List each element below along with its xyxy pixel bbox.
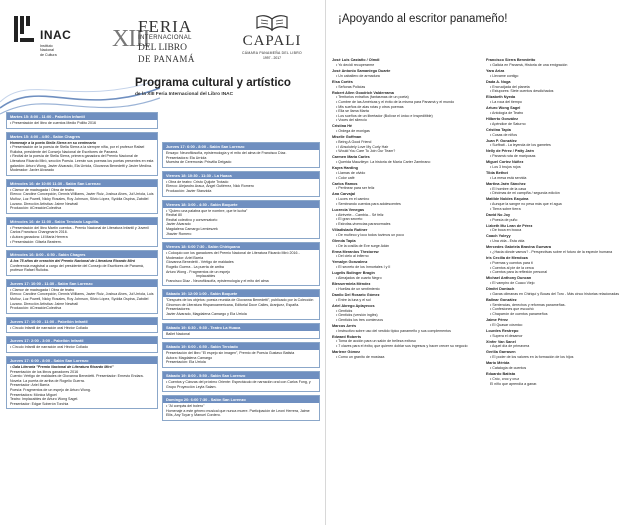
book-title: • Décimas de mi campiña / segunda edición: [490, 191, 560, 196]
author-entry: [332, 239, 482, 248]
event-card: [162, 323, 320, 340]
author-entry: [332, 271, 482, 280]
book-title: • El poder de los valores en la formación de los hijos: [490, 355, 574, 360]
author-entry: [332, 282, 482, 291]
author-entry: [486, 256, 636, 275]
author-entry: [486, 361, 636, 370]
author-name: Edward Roberts: [332, 334, 362, 339]
author-name: Jaime Pérez: [486, 317, 508, 322]
author-name: Kayra Harding: [332, 166, 358, 171]
capali-years: 1997 - 2017: [262, 55, 282, 60]
capali-name: CAPALI: [242, 33, 302, 49]
author-entry: [332, 250, 482, 259]
book-title: • Poesía de puño: [490, 217, 518, 222]
book-title: • De muñeco y loco todos tuvimos un poco: [336, 232, 404, 237]
event-body: • Obra de teatro: Cristo Quijote Trotado Elenco: Alejandro Arauz, Ángel Gutiérrez, Nick Romero Producción: Javier Stanziola: [166, 179, 254, 193]
book-title: • Color café: [336, 175, 355, 180]
author-entry: [486, 372, 636, 386]
book-title: • Llamas de olvido: [336, 170, 366, 175]
logo-strip: [8, 6, 318, 70]
event-body: "Después de los objetos: poesía reunida de Giovanna Benedetti", publicado por la Colección Ginomon de Literatura Hispanoamericana, Editorial Doce Calles, Aranjuez, España. Presentadores: Javier Alvarado, Magdalena Camargo y Ela Urriola: [166, 298, 314, 317]
author-name: Lugelis Bolinger Bragin: [332, 271, 375, 276]
author-name: Ballnar González: [486, 297, 517, 302]
author-entry: [486, 171, 636, 180]
event-card: [6, 356, 158, 409]
event-header: Jueves 17: 10:00 - 11:00 - Pabellón Infantil: [7, 318, 157, 325]
inac-mark-icon: [14, 16, 38, 42]
book-title: • Luces en el camino: [336, 197, 370, 202]
page-subtitle: de la XIII Feria Internacional del Libro INAC: [135, 91, 234, 97]
book-title: • Chaparrón de cuentos panameños: [490, 311, 548, 316]
book-title: • Aunque la sangre no pesa más que el agua: [490, 202, 562, 207]
author-name: Gerilla Garrasen: [486, 350, 516, 355]
author-name: Iris Cecilia de Mendoza: [486, 256, 528, 261]
author-entry: [486, 350, 636, 359]
event-body: A los 75 años de creación del Premio Nacional de Literatura Ricardo Miró Conferencia magistral a cargo del presidente del Consejo de Escritores de Panamá, profesor Rafael Ruiloba.: [10, 259, 144, 273]
author-name: Danilo Del Rosario Gómez: [332, 292, 380, 297]
author-entry: [332, 260, 482, 269]
event-body: • Cuentos y Cánzas del próximo Oriente: Espectáculo de narración oral con Carlos Fong, y Grupo Proyección Leyla Salam.: [166, 380, 311, 389]
book-title: • Sentencias, derechos y reformas panameñas.: [490, 302, 566, 307]
author-name: Carlos Ramos: [332, 181, 358, 186]
book-title: • I Absolutely Love My Curly Hair: [336, 144, 389, 149]
feria-logo: [112, 14, 222, 66]
author-name: Ariel Abrego Aplayecos: [332, 303, 375, 308]
book-title: • El secreto de los Inmortales I y II: [336, 265, 391, 270]
book-title: • Genticks (versión inglés): [336, 313, 378, 318]
event-card: [162, 242, 320, 286]
author-entry: [486, 69, 636, 78]
book-title: • Galicia en Panamá, Historia de una emigración: [490, 62, 568, 67]
book-title: • Atrévete... Cambia... Sé feliz: [336, 212, 384, 217]
book-title: • El vampiro de Cuaco Viejo: [490, 281, 535, 286]
event-body: • Círculo Infantil de narración oral Héctor Collado: [10, 345, 88, 350]
author-name: Robert Allen Goodrich Valderrama: [332, 90, 394, 95]
book-title: • Estrofas-vivencias paranormales: [336, 221, 391, 226]
author-entry: [332, 124, 482, 133]
open-book-icon: [255, 14, 289, 32]
book-title: • Yo decidí recuperarme: [336, 62, 375, 67]
author-entry: [486, 329, 636, 338]
author-name: Coach Yoleyy: [486, 234, 511, 239]
book-title: El niño que aprendía a ganar.: [490, 381, 538, 386]
event-body: • Coloquio con los ganadores del Premio Nacional de Literatura Ricardo Miró 2016 - Moderador: Ariel Barría Giovanna Benedetti - Vértigo de maldades Rogelio Guerra - La puerta de arriba Arturo Wong - Fragmentos de un espejo Implacables Francisco Díaz - Neurofilosofía, epistemología y el mito del alma: [166, 251, 300, 283]
event-body: • Gala Literaria "Premio Nacional de Literatura Ricardo Miró" Presentación de los libros ganadores 2016 Cuento: Vértigo de maldades de Giovanna Benedetti. Presentador: Ernesto Endara. Novela: La puerta de arriba de Rogelio Guerra. Presentador: Ariel Barría Poesía: Fragmentos de un espejo de Arturo Wong. Presentadora: Mónica Miguel Teatro: Implacables de Arturo Wong Sagel. Presentador: Edgar Soberón Torchia: [10, 365, 144, 406]
book-title: • Toma de acción para un salón de belleza exitoso: [336, 339, 416, 344]
book-title: • Apéndice de Saturno: [490, 121, 526, 126]
event-body: Ensayo: Neurofilosofía, epistemología y el mito del alma de Francisco Díaz. Presentadora: Ela Urriola Muestra de Ceremonia: Prisvilla Delgado: [166, 151, 287, 165]
author-entry: [332, 166, 482, 180]
capali-logo: [232, 14, 312, 66]
event-header: Martes 15: 4:00 - 4:50 - Salón Chagres: [7, 133, 157, 140]
book-title: • Querida Mauzileyn: La historia de María Carter Zambrano: [336, 160, 431, 165]
author-name: Carmen Maria Carles: [332, 155, 370, 160]
page-title: Programa cultural y artístico: [135, 77, 291, 89]
authors-column-2: [486, 58, 636, 388]
book-title: • Voces del silencio: [336, 118, 367, 123]
author-entry: [486, 117, 636, 126]
author-name: Yara Ariza: [486, 68, 505, 73]
author-entry: [332, 293, 482, 302]
event-header: Sábado 19: 6:00 - 6:50 - Salón Terciado: [163, 343, 319, 350]
event-card: [6, 250, 158, 276]
author-name: Arturo Wong Sagel: [486, 105, 521, 110]
event-body: • Clamor de madrugada / Obra de teatro Elenco: Caroline Concepción, Dennis Williams, Javier Ruiz, Joshua Alves, Jul Urriola, Luis Muñoz, Luz Powell, Nicky Rosales, Roy Johnson, Silvio López, Syddia Ospina, Zabdiel Lozano. Dirección Artística: Jaime Newball Producción: #CreaciónColectiva: [10, 187, 154, 211]
event-header: Sábado 19: 6:30 - 9:30 - Teatro La Huaca: [163, 324, 319, 331]
book-title: • Aquel día de primavera: [490, 344, 530, 349]
author-name: Elizabeth Nyeda: [486, 95, 516, 100]
feria-line-4: DE PANAMÁ: [138, 54, 195, 64]
event-header: Jueves 17: 6:00 - 8:00 - Salón San Lorenzo: [7, 357, 157, 364]
book-title: • El Quasar cósmico: [490, 322, 523, 327]
book-title: • Being A Good Friend: [336, 140, 372, 145]
author-entry: [332, 91, 482, 123]
author-name: Lourdes Restrepo: [486, 328, 519, 333]
book-title: • De la cosilla de Eve surge Adán: [336, 243, 389, 248]
author-name: Xinfer Van Sanel: [486, 339, 516, 344]
event-body: • "Al compás del bolero" Homenaje a este género musical que nunca muere. Participación de Leoni Herrera, Jaime Ellis, Any Toyar y Manuel Cordero.: [166, 404, 310, 418]
event-body: Presentación del libro "El espejo sin imagen", Premio de Poesía Gustavo Batista Autora: Magdalena Camargo Presentación: Ela Urriola: [166, 351, 295, 365]
book-title: • 7 claves para el éxito¡ que quieren doblar sus ingresos y hacer crecer su negocio: [336, 344, 468, 349]
schedule-column-b: [162, 142, 320, 424]
book-title: • Llevame contigo: [490, 73, 519, 78]
book-title: • Huellas de un sentimiento: [336, 286, 380, 291]
author-name: Nelly de Pérez / Patty Jaén: [486, 149, 534, 154]
book-title: • Del cielo al infierno: [336, 254, 369, 259]
author-name: Villadislado Rutiner: [332, 227, 368, 232]
author-entry: [486, 340, 636, 349]
author-name: Dimitri Dontach: [486, 287, 515, 291]
author-entry: [332, 135, 482, 154]
author-name: Tilda Bethot: [486, 171, 508, 176]
event-body: Ballet Nacional: [166, 331, 190, 336]
event-card: [6, 132, 158, 176]
author-name: Michael Anthony Duncan: [486, 276, 532, 281]
book-title: • Instructivo sobre uso del vestido típico panameño y sus complementos: [336, 328, 451, 333]
author-name: David No Joy: [486, 212, 511, 217]
event-header: Jueves 17: 6:00 - 8:00 - Salón San Lorenzo: [163, 143, 319, 150]
author-entry: [486, 58, 636, 67]
book-title: • El gran secreto: [336, 217, 363, 222]
author-name: Mario Mérida: [486, 361, 510, 366]
event-card: [6, 317, 158, 334]
author-name: Juan P. González: [486, 138, 517, 143]
author-name: Francisco Sierra Benedetto: [486, 58, 536, 62]
author-entry: [486, 276, 636, 285]
author-name: Lizbeth Mu Lean de Pérez: [486, 223, 533, 228]
book-title: • La roca del tiempo: [490, 99, 522, 104]
book-title: • Mis sueños de alas rotas y otros poemas: [336, 104, 404, 109]
event-card: [162, 371, 320, 392]
author-name: Ana Carvajal: [332, 192, 356, 197]
author-entry: [486, 139, 636, 148]
event-card: [162, 200, 320, 240]
author-name: Lucrecia Venegas: [332, 207, 365, 212]
authors-title: ¡Apoyando al escritor panameño!: [338, 13, 508, 25]
book-title: • De boca en bocca: [490, 228, 522, 233]
author-name: Marlene Gómez: [332, 350, 361, 355]
book-title: • Sembrando cuentos para adolescentes: [336, 201, 401, 206]
event-body: • Presentación del libro Martín cuentos - Premio Nacional de Literatura Infantil y Juvenil Carlos Francisco Changmarín 2016. • Autora ganadora: Lil Maria Herrera • Presentación: Gilsela Beatrem.: [10, 225, 149, 244]
author-name: Miselle Goffman: [332, 135, 362, 140]
inac-logo: [14, 16, 74, 64]
feria-line-2: INTERNACIONAL: [138, 35, 192, 41]
author-name: Glenda Tapia: [332, 238, 356, 243]
event-body: • Presentación del libro de cuentos Medio Pollito 2016: [10, 121, 96, 125]
author-entry: [332, 80, 482, 89]
capali-subtitle: CÁMARA PANAMEÑA DEL LIBRO: [242, 51, 302, 56]
author-name: Marcos Arrés: [332, 323, 357, 328]
event-header: Viernes 18: 6:00 7:30 - Salón Chiriquano: [163, 243, 319, 250]
book-title: • El hombre de la casa: [490, 186, 527, 191]
author-entry: [332, 304, 482, 323]
event-header: Sábado 19: 8:00 - 5:50 - Salón San Lorenzo: [163, 372, 319, 379]
author-name: José Luis Castaño / Olmdi: [332, 58, 380, 62]
author-entry: [486, 149, 636, 158]
author-entry: [486, 95, 636, 104]
event-card: [162, 289, 320, 319]
schedule-column-a: [6, 112, 158, 412]
author-entry: [486, 160, 636, 169]
feria-edition: XIII: [112, 26, 150, 52]
event-header: Miércoles 16: 8:00 - 6:50 - Salón Chagres: [7, 251, 157, 258]
author-name: Martina Jaén Sánchez: [486, 181, 526, 186]
event-body: Homenaje a la poeta Stella Sierra en su centenario • Presentación de la poesía de Stella Sierra a la siempre niña, por el profesor Rafael Ruiloba, presidente del Consejo Nacional de Escritores de Panamá. • Recital de la poesía de Stella Sierra, primera ganadora del Premio Nacional de Literatura Ricardo Miró, sección Poesía. Leerán sus poemas los poetas presentes en esta galardón: Arturo Wong, Javier Alvarado, Ela Urriola, Giovanna Benedetti y Javier Medina. Moderador: Javier Alvarado: [10, 140, 154, 173]
book-title: • Supera el desamor: [490, 333, 523, 338]
event-card: [6, 279, 158, 314]
author-name: Hilberto González: [486, 116, 519, 121]
event-header: Sábado 19: 12:00 1:00 - Salón Boquete: [163, 290, 319, 297]
author-entry: [486, 318, 636, 327]
book-title: • Cróc, croc y cruz: [490, 376, 520, 381]
author-entry: [332, 208, 482, 227]
author-entry: [332, 155, 482, 164]
author-entry: [486, 298, 636, 317]
book-title: • Como un granito de mostaza: [336, 354, 385, 359]
event-header: Viernes 18: 3:00 - 4:30 - Salón Boquete: [163, 201, 319, 208]
author-entry: [332, 335, 482, 349]
book-title: • Los sueños de un libertador (Bolívar el único e Inspeditible): [336, 113, 433, 118]
author-entry: [486, 224, 636, 233]
author-entry: [332, 69, 482, 78]
event-body: • Clamor de madrugada / Obra de teatro Elenco: Caroline Concepción, Dennis Williams, Javier Ruiz, Joshua Alves, Jul Urriola, Luis Muñoz, Luz Powell, Nicky Rosales, Roy Johnson, Silvio López, Syddia Ospina, Zabdiel Lozano. Dirección Artística: Jaime Newball Producción: #CreaciónColectiva: [10, 287, 154, 311]
book-title: • Cumbre de las Américas y el éxito de la misma para Panamá y el mundo: [336, 99, 455, 104]
book-title: • Un caballero de armadura: [336, 73, 380, 78]
event-card: [6, 112, 158, 129]
book-title: • Señoras Policías: [336, 84, 366, 89]
author-entry: [332, 192, 482, 206]
book-title: • Surfbait - La leyenda de los gametes: [490, 143, 551, 148]
author-entry: [486, 80, 636, 94]
book-title: • La mesa está servida: [490, 175, 527, 180]
book-title: • Cuentos al pie de la cerca: [490, 265, 534, 270]
book-title: • Encrucijada del planeta: [490, 84, 530, 89]
author-entry: [332, 182, 482, 191]
author-name: Miguel Cortez Núñez: [486, 160, 524, 165]
book-title: • Tierra sobre tierra: [490, 206, 521, 211]
book-title: • ¿Hacia dónde vamos? - Perspectivas sobre el futuro de la especie humana: [490, 250, 613, 255]
book-title: • Una vida - Esta vida: [490, 239, 525, 244]
book-title: • Panamá ruta de mariposas: [490, 154, 536, 159]
event-header: Jueves 17: 2:00 - 3:00 - Pabellón Infantil: [7, 337, 157, 344]
author-name: Yemalyn Gonzalenz: [332, 260, 368, 265]
book-title: • Territorios extraños (fantasmas de un poeta): [336, 95, 409, 100]
author-entry: [486, 234, 636, 243]
event-header: Jueves 17: 10:00 - 11:30 - Salón San Lorenzo: [7, 280, 157, 287]
author-name: Erma Meranlos Thrstorew: [332, 249, 379, 254]
author-name: Mercedes Gabriela Bravina Guevara: [486, 245, 552, 250]
author-name: Elsa Cortés: [332, 79, 353, 84]
event-card: [6, 217, 158, 247]
book-title: • Genticks: [336, 308, 353, 313]
event-body: • "Quiero una palabra que te nombre, que te lucha" Recital 80 Recital colectivo y conversatorio Javier Alvarado Magdalena Camargo Lemieszek Jhavier Romero: [166, 208, 248, 236]
book-title: • Ella se llama Marta: [336, 109, 369, 114]
book-title: • Estupores: Siete cuentos desdichados: [490, 89, 554, 94]
event-card: [6, 179, 158, 214]
book-title: • Cuentos para la reflexión personal: [490, 270, 547, 275]
inac-name: INAC: [40, 28, 72, 42]
author-name: Matilde Nobles Ezquina: [486, 197, 529, 202]
book-title: • Catalogía de cuentos: [490, 366, 527, 371]
feria-word: FERIA: [138, 17, 193, 36]
book-title: • Almajados de cuarto Negro: [336, 276, 382, 281]
authors-panel: [325, 0, 640, 525]
author-entry: [332, 58, 482, 67]
event-header: Domingo 20: 6:00 7:30 - Salón San Lorenzo: [163, 396, 319, 403]
author-name: Cristina Hé: [332, 124, 353, 129]
author-entry: [486, 197, 636, 211]
event-card: [162, 342, 320, 368]
book-title: • Would You Care To Join Our Team?: [336, 149, 396, 154]
event-header: Viernes 18: 10:30 - 11:30 - La Huaca: [163, 172, 319, 179]
book-title: • Antología de Teatro: [490, 110, 524, 115]
book-title: • Genticks los tres comienzos: [336, 317, 383, 322]
book-title: • Confesiones que escuchó: [490, 307, 534, 312]
author-entry: [332, 228, 482, 237]
author-entry: [486, 106, 636, 115]
book-title: • Poemas y cuentos para ti: [490, 260, 533, 265]
author-name: Cristina Tapia: [486, 127, 511, 132]
author-entry: [486, 287, 636, 296]
author-name: Dada A. Noga: [486, 79, 511, 84]
author-name: José Antonio Samaniego Duarte: [332, 68, 391, 73]
event-card: [162, 142, 320, 168]
book-title: • Los 3 brujos rojos: [490, 165, 521, 170]
book-title: • Ordega de monigas: [336, 129, 370, 134]
author-name: Eduardo Batista: [486, 372, 516, 377]
event-card: [162, 395, 320, 421]
event-header: Miércoles 16: de 10:00 11:30 - Salón San Lorenzo: [7, 180, 157, 187]
author-entry: [486, 182, 636, 196]
event-body: • Círculo Infantil de narración oral Héctor Collado: [10, 325, 88, 330]
author-entry: [486, 245, 636, 254]
book-title: • Entre la luna y el sol: [336, 297, 371, 302]
event-card: [6, 336, 158, 353]
inac-subtitle: Instituto Nacional de Cultura: [40, 44, 57, 57]
feria-line-3: DEL LIBRO: [138, 43, 187, 53]
author-entry: [332, 324, 482, 333]
author-name: Blessermiela Méndez: [332, 282, 371, 287]
event-header: Martes 15: 8:00 - 11:00 - Pabellón Infantil: [7, 113, 157, 120]
book-title: • Cosas de niños: [490, 132, 518, 137]
author-entry: [332, 350, 482, 359]
book-title: • Gavas olimanas en Chiriquí y Bocas del Toro - Más cinco historias relacionadas: [490, 291, 620, 296]
author-entry: [486, 128, 636, 137]
event-card: [162, 171, 320, 197]
book-title: • Pertinear para ser feliz: [336, 186, 375, 191]
event-header: Miércoles 16: de 11:00 - Salón Terciado Laguilla.: [7, 218, 157, 225]
authors-column-1: [332, 58, 482, 361]
program-header: [135, 76, 325, 98]
author-entry: [486, 213, 636, 222]
